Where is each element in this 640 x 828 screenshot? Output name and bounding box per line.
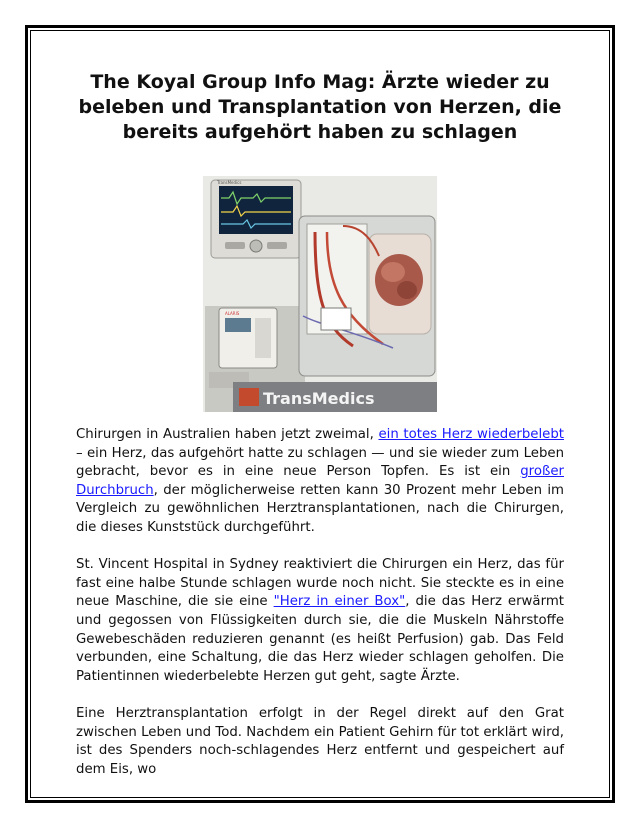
transmedics-device-illustration bbox=[203, 176, 437, 412]
article-body bbox=[76, 426, 564, 798]
device-brand-label: TransMedics bbox=[263, 389, 375, 408]
paragraph-3 bbox=[76, 705, 564, 779]
pump-brand: ALARIS bbox=[225, 311, 240, 316]
paragraph-1-text-c: , der möglicherweise retten kann 30 Prozent mehr Leben im Vergleich zu gewöhnlichen Herztransplantationen, nach die Chirurgen, die dieses Kunststück durchgeführt. bbox=[76, 482, 564, 535]
paragraph-1 bbox=[76, 426, 564, 538]
paragraph-1-text-a: Chirurgen in Australien haben jetzt zweimal, bbox=[76, 427, 379, 442]
article-title: The Koyal Group Info Mag: Ärzte wieder zu beleben und Transplantation von Herzen, die bereits aufgehört haben zu schlagen bbox=[78, 71, 562, 143]
paragraph-2-text-a: St. Vincent Hospital in Sydney reaktiviert die Chirurgen ein Herz, das für fast eine halbe Stunde schlagen wurde noch nicht. Sie steckte es in eine neue Maschine, die sie eine bbox=[76, 557, 564, 610]
paragraph-3-text-a: Eine Herztransplantation erfolgt in der Regel direkt auf den Grat zwischen Leben und Tod. Nachdem ein Patient Gehirn für tot erklärt wird, ist des Spenders noch-schlagendes Herz entfernt und gespeichert auf dem Eis, wo bbox=[76, 705, 564, 777]
link-heart-in-a-box[interactable]: "Herz in einer Box" bbox=[273, 594, 406, 610]
link-dead-heart-revived[interactable]: ein totes Herz wiederbelebt bbox=[378, 427, 564, 442]
paragraph-1-text-b: – ein Herz, das aufgehört hatte zu schlagen — und sie wieder zum Leben gebracht, bevor es in eine neue Person Topfen. Es ist ein bbox=[76, 445, 564, 480]
article-image bbox=[203, 176, 437, 412]
monitor-brand: TransMedics bbox=[217, 180, 242, 185]
link-breakthrough[interactable]: großer Durchbruch bbox=[76, 464, 564, 498]
paragraph-2 bbox=[76, 556, 564, 686]
paragraph-2-text-b: , die das Herz erwärmt und gegossen von Flüssigkeiten durch sie, die die Muskeln Nährstoffe Gewebeschäden reduzieren genannt (es heißt Perfusion) gab. Das Feld verbunden, eine Schaltung, die das Herz wieder schlagen geholfen. Die Patientinnen wiederbelebte Herzen gut geht, sagte Ärzte. bbox=[76, 594, 564, 684]
